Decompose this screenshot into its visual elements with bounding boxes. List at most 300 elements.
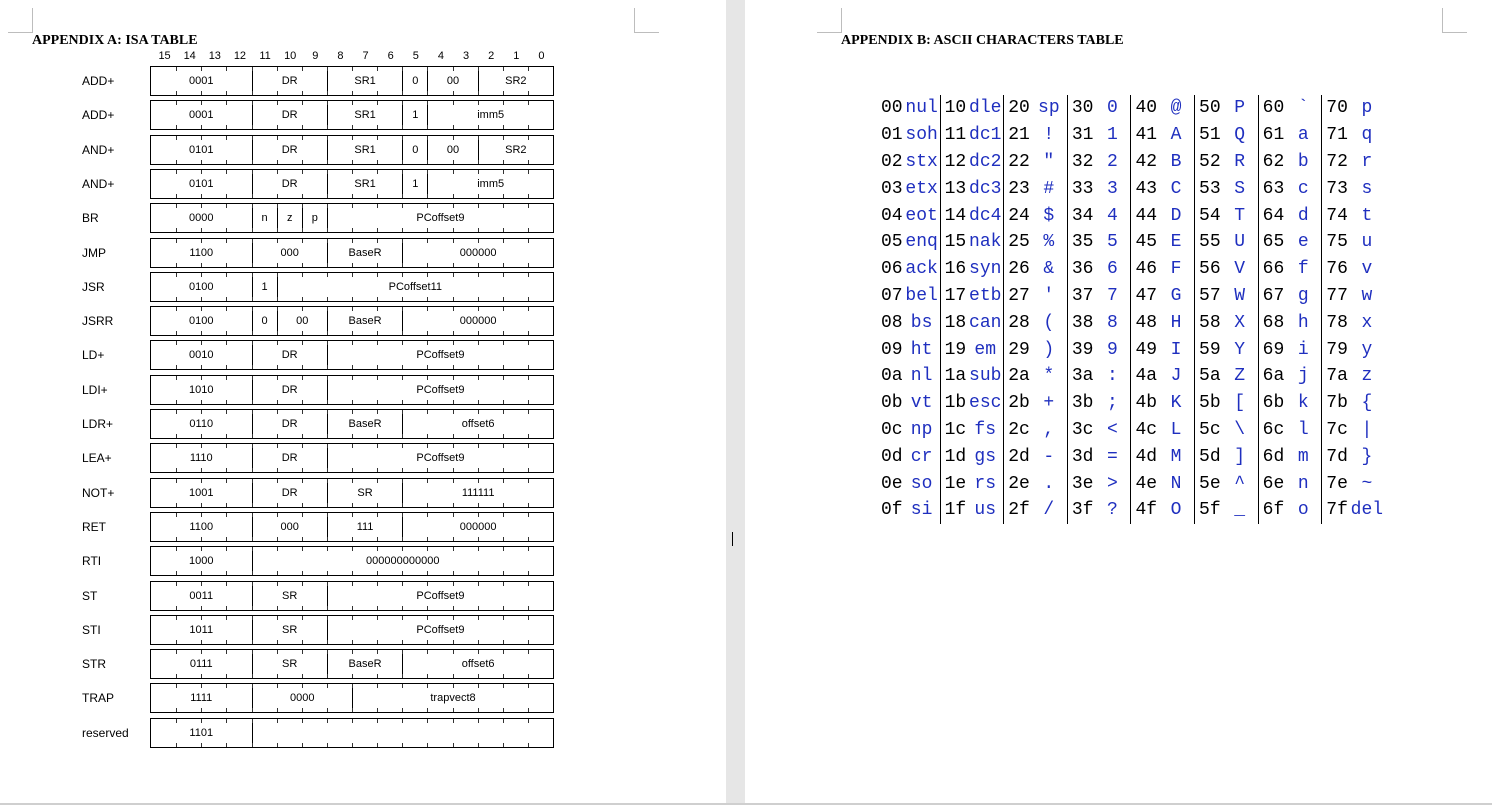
bit-tick	[503, 719, 504, 723]
ascii-hex-code: 7f	[1326, 500, 1348, 521]
bit-tick	[176, 606, 177, 610]
bit-tick	[302, 547, 303, 551]
ascii-hex-code: 78	[1326, 312, 1348, 333]
ascii-character: !	[1031, 122, 1068, 149]
bit-tick	[277, 297, 278, 301]
bit-tick	[201, 674, 202, 678]
bit-tick	[478, 331, 479, 335]
bit-tick	[377, 547, 378, 551]
bit-tick	[528, 194, 529, 198]
instruction-encoding	[150, 306, 554, 336]
ascii-hex-code: 51	[1199, 125, 1221, 146]
bit-field: 1	[252, 273, 277, 301]
bit-tick	[503, 91, 504, 95]
bit-field: SR1	[327, 170, 402, 198]
bit-tick	[402, 91, 403, 95]
bit-tick	[503, 228, 504, 232]
bit-tick	[453, 170, 454, 174]
bit-tick	[252, 503, 253, 507]
bit-tick	[201, 239, 202, 243]
bit-tick	[478, 67, 479, 71]
bit-tick	[427, 684, 428, 688]
bit-tick	[402, 513, 403, 517]
bit-tick	[377, 307, 378, 311]
bit-number: 0	[538, 50, 545, 62]
bit-tick	[277, 743, 278, 747]
bit-tick	[478, 503, 479, 507]
bit-tick	[302, 101, 303, 105]
bit-tick	[252, 194, 253, 198]
bit-field: PCoffset11	[277, 273, 553, 301]
bit-tick	[277, 307, 278, 311]
bit-tick	[402, 273, 403, 277]
bit-tick	[402, 479, 403, 483]
ascii-hex-code: 4b	[1135, 393, 1158, 414]
bit-tick	[402, 503, 403, 507]
ascii-hex-code: 30	[1071, 98, 1094, 119]
bit-tick	[352, 67, 353, 71]
bit-tick	[176, 479, 177, 483]
bit-number: 7	[362, 50, 369, 62]
page-corner-mark	[1442, 8, 1467, 33]
bit-tick	[453, 547, 454, 551]
ascii-character: .	[1031, 470, 1068, 497]
instruction-encoding	[150, 615, 554, 645]
ascii-hex-code: 25	[1008, 232, 1030, 253]
ascii-hex-code: 79	[1326, 339, 1348, 360]
bit-field: offset6	[402, 650, 553, 678]
bit-tick	[252, 410, 253, 414]
bit-tick	[201, 160, 202, 164]
bit-tick	[226, 170, 227, 174]
bit-tick	[201, 297, 202, 301]
bit-tick	[277, 606, 278, 610]
bit-tick	[402, 297, 403, 301]
ascii-hex-code: 3d	[1071, 446, 1094, 467]
bit-tick	[302, 273, 303, 277]
bit-field: DR	[252, 67, 327, 95]
bit-tick	[252, 263, 253, 267]
bit-tick	[252, 101, 253, 105]
ascii-hex-code: 12	[944, 151, 967, 172]
bit-tick	[503, 376, 504, 380]
bit-field: 0011	[189, 589, 214, 602]
bit-tick	[427, 170, 428, 174]
bit-field: 1010	[189, 383, 214, 396]
bit-tick	[277, 434, 278, 438]
bit-tick	[478, 410, 479, 414]
instruction-name: STR	[82, 657, 106, 672]
ascii-character: x	[1361, 312, 1373, 333]
bit-tick	[252, 400, 253, 404]
bit-tick	[302, 537, 303, 541]
bit-tick	[226, 376, 227, 380]
bit-tick	[478, 719, 479, 723]
bit-tick	[252, 273, 253, 277]
ascii-hex-code: 53	[1199, 178, 1221, 199]
ascii-character: h	[1285, 309, 1322, 336]
bit-tick	[453, 434, 454, 438]
bit-tick	[226, 571, 227, 575]
ascii-row	[877, 336, 1385, 363]
bit-tick	[478, 513, 479, 517]
bit-tick	[176, 136, 177, 140]
bit-tick	[528, 297, 529, 301]
ascii-row	[877, 229, 1385, 256]
ascii-character: y	[1361, 339, 1373, 360]
bit-tick	[201, 204, 202, 208]
bit-tick	[252, 640, 253, 644]
text-cursor	[732, 532, 733, 546]
bit-tick	[277, 365, 278, 369]
ascii-hex-code: 50	[1199, 98, 1221, 119]
bit-tick	[252, 228, 253, 232]
bit-tick	[302, 263, 303, 267]
bit-tick	[277, 341, 278, 345]
bit-tick	[352, 136, 353, 140]
instruction-encoding	[150, 135, 554, 165]
bit-tick	[528, 582, 529, 586]
ascii-hex-code: 64	[1262, 205, 1285, 226]
bit-tick	[427, 365, 428, 369]
bit-field: 00	[277, 307, 327, 335]
instruction-name: LEA+	[82, 451, 112, 466]
bit-field: z	[277, 204, 302, 232]
bit-tick	[528, 743, 529, 747]
bit-tick	[427, 640, 428, 644]
ascii-character: bs	[904, 309, 941, 336]
ascii-character: n	[1285, 470, 1322, 497]
instruction-encoding	[150, 375, 554, 405]
bit-field: 1011	[189, 623, 214, 636]
bit-tick	[503, 170, 504, 174]
bit-tick	[478, 160, 479, 164]
bit-tick	[427, 67, 428, 71]
bit-tick	[226, 204, 227, 208]
ascii-row	[877, 95, 1385, 122]
bit-tick	[352, 331, 353, 335]
bit-field: 1110	[189, 452, 213, 465]
bit-tick	[226, 263, 227, 267]
bit-tick	[453, 194, 454, 198]
bit-field: imm5	[427, 170, 553, 198]
bit-tick	[302, 331, 303, 335]
ascii-character: k	[1285, 390, 1322, 417]
bit-tick	[327, 273, 328, 277]
bit-tick	[302, 571, 303, 575]
bit-tick	[478, 400, 479, 404]
bit-field: 0	[402, 67, 427, 95]
bit-tick	[503, 674, 504, 678]
ascii-character: Z	[1222, 363, 1259, 390]
bit-tick	[453, 674, 454, 678]
ascii-character: :	[1094, 363, 1131, 390]
bit-tick	[201, 503, 202, 507]
bit-tick	[176, 228, 177, 232]
ascii-hex-code: 18	[944, 312, 967, 333]
ascii-hex-code: 1a	[944, 366, 967, 387]
instruction-name: ADD+	[82, 74, 115, 88]
bit-tick	[528, 263, 529, 267]
bit-tick	[503, 708, 504, 712]
ascii-hex-code: 68	[1262, 312, 1285, 333]
bit-tick	[352, 434, 353, 438]
ascii-hex-code: 48	[1135, 312, 1158, 333]
bit-tick	[478, 170, 479, 174]
bit-tick	[302, 743, 303, 747]
bit-tick	[402, 468, 403, 472]
bit-tick	[402, 204, 403, 208]
bit-tick	[503, 503, 504, 507]
isa-row	[0, 683, 560, 713]
bit-tick	[453, 228, 454, 232]
ascii-hex-code: 66	[1262, 259, 1285, 280]
bit-field: PCoffset9	[327, 341, 553, 369]
bit-tick	[226, 708, 227, 712]
ascii-hex-code: 40	[1135, 98, 1158, 119]
bit-number: 6	[387, 50, 394, 62]
ascii-hex-code: 2e	[1008, 473, 1030, 494]
bit-tick	[377, 331, 378, 335]
bit-tick	[252, 444, 253, 448]
ascii-character: rs	[967, 470, 1004, 497]
bit-tick	[427, 513, 428, 517]
ascii-character: >	[1094, 470, 1131, 497]
bit-number: 11	[259, 50, 271, 62]
ascii-character: b	[1285, 149, 1322, 176]
bit-field: 000000	[402, 513, 553, 541]
bit-tick	[427, 674, 428, 678]
bit-tick	[201, 263, 202, 267]
bit-tick	[176, 513, 177, 517]
bit-number: 2	[488, 50, 495, 62]
ascii-character: <	[1094, 417, 1131, 444]
ascii-hex-code: 3b	[1071, 393, 1094, 414]
ascii-character: dc1	[967, 122, 1004, 149]
ascii-character: I	[1158, 336, 1195, 363]
bit-tick	[377, 444, 378, 448]
ascii-hex-code: 1d	[944, 446, 967, 467]
ascii-hex-code: 6b	[1262, 393, 1285, 414]
bit-tick	[252, 616, 253, 620]
bit-tick	[478, 434, 479, 438]
ascii-hex-code: 2d	[1008, 446, 1030, 467]
bit-tick	[252, 537, 253, 541]
isa-table-heading: APPENDIX A: ISA TABLE	[32, 33, 198, 48]
bit-tick	[277, 547, 278, 551]
ascii-character: ack	[904, 256, 941, 283]
bit-tick	[377, 743, 378, 747]
bit-tick	[528, 640, 529, 644]
ascii-character: r	[1361, 151, 1373, 172]
bit-field: PCoffset9	[327, 582, 553, 610]
ascii-character: Q	[1222, 122, 1259, 149]
bit-field: 1	[402, 101, 427, 129]
ascii-character: nak	[967, 229, 1004, 256]
bit-tick	[402, 194, 403, 198]
bit-tick	[176, 160, 177, 164]
bit-tick	[503, 616, 504, 620]
bit-tick	[528, 513, 529, 517]
bit-tick	[302, 719, 303, 723]
ascii-hex-code: 08	[881, 312, 903, 333]
bit-field: 1000	[189, 555, 214, 568]
ascii-character: f	[1285, 256, 1322, 283]
bit-tick	[352, 101, 353, 105]
ascii-hex-code: 23	[1008, 178, 1030, 199]
bit-tick	[327, 239, 328, 243]
bit-tick	[327, 479, 328, 483]
bit-tick	[377, 684, 378, 688]
ascii-hex-code: 7a	[1326, 366, 1348, 387]
bit-tick	[302, 307, 303, 311]
bit-tick	[226, 468, 227, 472]
bit-tick	[427, 194, 428, 198]
bit-tick	[327, 606, 328, 610]
instruction-encoding	[150, 169, 554, 199]
bit-tick	[528, 708, 529, 712]
instruction-encoding	[150, 340, 554, 370]
bit-tick	[176, 239, 177, 243]
bit-tick	[453, 125, 454, 129]
bit-tick	[201, 708, 202, 712]
bit-tick	[302, 582, 303, 586]
ascii-hex-code: 0a	[881, 366, 903, 387]
bit-tick	[352, 239, 353, 243]
bit-tick	[402, 376, 403, 380]
bit-tick	[377, 537, 378, 541]
bit-tick	[377, 468, 378, 472]
bit-tick	[176, 204, 177, 208]
bit-tick	[427, 571, 428, 575]
ascii-hex-code: 6d	[1262, 446, 1285, 467]
bit-field: SR2	[478, 136, 553, 164]
document-page-left	[0, 0, 726, 803]
ascii-hex-code: 63	[1262, 178, 1285, 199]
ascii-character: W	[1222, 283, 1259, 310]
bit-tick	[528, 537, 529, 541]
bit-tick	[377, 640, 378, 644]
bit-tick	[226, 125, 227, 129]
bit-tick	[402, 650, 403, 654]
ascii-hex-code: 36	[1071, 259, 1094, 280]
ascii-hex-code: 49	[1135, 339, 1158, 360]
bit-tick	[176, 708, 177, 712]
bit-field: DR	[252, 410, 327, 438]
bit-tick	[377, 513, 378, 517]
ascii-character: )	[1031, 336, 1068, 363]
bit-tick	[427, 263, 428, 267]
ascii-character: C	[1158, 175, 1195, 202]
bit-tick	[176, 616, 177, 620]
bit-tick	[302, 341, 303, 345]
ascii-hex-code: 52	[1199, 151, 1221, 172]
bit-tick	[352, 616, 353, 620]
bit-field: 1100	[189, 246, 214, 259]
bit-tick	[528, 160, 529, 164]
bit-tick	[377, 136, 378, 140]
bit-tick	[427, 468, 428, 472]
ascii-character: cr	[904, 443, 941, 470]
ascii-character: U	[1222, 229, 1259, 256]
instruction-encoding	[150, 66, 554, 96]
instruction-encoding	[150, 581, 554, 611]
bit-tick	[528, 684, 529, 688]
bit-tick	[453, 650, 454, 654]
bit-tick	[478, 228, 479, 232]
bit-tick	[226, 547, 227, 551]
ascii-hex-code: 09	[881, 339, 903, 360]
bit-tick	[478, 547, 479, 551]
bit-field: 000	[252, 239, 327, 267]
ascii-character: =	[1094, 443, 1131, 470]
bit-tick	[352, 513, 353, 517]
bit-field: 1100	[189, 520, 214, 533]
ascii-character: us	[967, 497, 1004, 524]
bit-tick	[252, 479, 253, 483]
bit-tick	[427, 479, 428, 483]
bit-tick	[478, 341, 479, 345]
bit-tick	[352, 125, 353, 129]
bit-tick	[201, 537, 202, 541]
bit-tick	[528, 674, 529, 678]
bit-tick	[327, 170, 328, 174]
ascii-character: \	[1222, 417, 1259, 444]
bit-field: 0010	[189, 349, 214, 362]
bit-tick	[327, 194, 328, 198]
ascii-hex-code: 28	[1008, 312, 1030, 333]
ascii-hex-code: 7e	[1326, 473, 1348, 494]
ascii-hex-code: 45	[1135, 232, 1158, 253]
bit-tick	[478, 582, 479, 586]
bit-tick	[352, 160, 353, 164]
bit-tick	[503, 160, 504, 164]
instruction-name: AND+	[82, 176, 115, 191]
ascii-hex-code: 24	[1008, 205, 1030, 226]
ascii-hex-code: 15	[944, 232, 967, 253]
bit-tick	[277, 125, 278, 129]
bit-tick	[503, 537, 504, 541]
ascii-hex-code: 37	[1071, 285, 1094, 306]
bit-tick	[302, 400, 303, 404]
ascii-character: 1	[1094, 122, 1131, 149]
ascii-character: can	[967, 309, 1004, 336]
ascii-row	[877, 443, 1385, 470]
bit-tick	[226, 479, 227, 483]
ascii-character: dc2	[967, 149, 1004, 176]
bit-tick	[226, 582, 227, 586]
bit-tick	[377, 410, 378, 414]
instruction-encoding	[150, 546, 554, 576]
ascii-hex-code: 58	[1199, 312, 1221, 333]
bit-tick	[453, 743, 454, 747]
bit-tick	[327, 684, 328, 688]
bit-tick	[427, 444, 428, 448]
ascii-character: P	[1222, 95, 1259, 122]
ascii-character: np	[904, 417, 941, 444]
bit-tick	[427, 91, 428, 95]
bit-field: 00	[427, 136, 477, 164]
ascii-character: [	[1222, 390, 1259, 417]
ascii-hex-code: 3f	[1071, 500, 1094, 521]
isa-row	[0, 581, 560, 611]
bit-tick	[327, 67, 328, 71]
bit-tick	[226, 228, 227, 232]
instruction-name: BR	[82, 211, 99, 226]
ascii-character: 6	[1094, 256, 1131, 283]
ascii-character: O	[1158, 497, 1195, 524]
bit-field: 0001	[189, 75, 214, 87]
